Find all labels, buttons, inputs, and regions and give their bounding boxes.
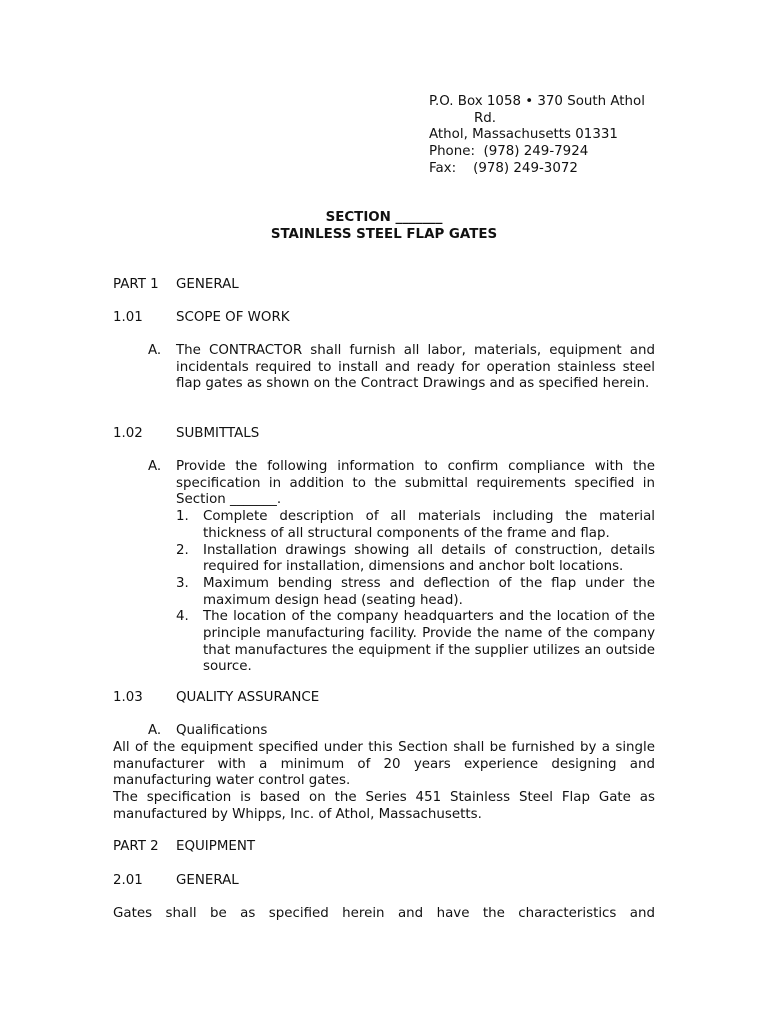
address-line-1: P.O. Box 1058 • 370 South Athol xyxy=(429,94,645,109)
scope-item-a-label: A. xyxy=(148,343,162,358)
submittals-item-a-label: A. xyxy=(148,459,162,474)
quality-item-a-text: Qualifications xyxy=(176,723,268,738)
section-1-01-heading xyxy=(113,310,290,327)
section-title: SECTION _______ xyxy=(325,210,443,225)
submittal-subitem-text: Installation drawings showing all details of construction, details required for installation, dimensions and anchor bolt locations. xyxy=(203,542,655,575)
section-1-03-title: QUALITY ASSURANCE xyxy=(176,690,320,705)
quality-item-a-label: A. xyxy=(148,723,162,738)
submittal-subitem xyxy=(176,543,655,576)
section-1-02-title: SUBMITTALS xyxy=(176,426,260,441)
submittal-subitem-label: 2. xyxy=(176,542,189,558)
address-line-3: Athol, Massachusetts 01331 xyxy=(429,127,618,143)
quality-paragraph-2: The specification is based on the Series 451 Stainless Steel Flap Gate as manufactured by Whipps, Inc. of Athol, Massachusetts. xyxy=(113,790,655,822)
part-1-number: PART 1 xyxy=(113,277,159,292)
part-2-number: PART 2 xyxy=(113,839,159,854)
fax-line: Fax: (978) 249-3072 xyxy=(429,160,578,176)
general-paragraph: Gates shall be as specified herein and have the characteristics and xyxy=(113,906,655,921)
section-1-02-heading xyxy=(113,426,259,443)
section-1-02-number: 1.02 xyxy=(113,426,143,441)
address-line-2: Rd. xyxy=(474,110,497,126)
section-1-03-heading xyxy=(113,690,319,707)
submittal-subitem-text: The location of the company headquarters and the location of the principle manufacturing facility. Provide the name of the company that manufactures the equipment if the supplier utilizes an outside source. xyxy=(203,609,655,675)
part-1-heading xyxy=(113,277,239,294)
section-1-03-number: 1.03 xyxy=(113,690,143,705)
submittal-subitem-text: Complete description of all materials including the material thickness of all structural components of the frame and flap. xyxy=(203,509,655,541)
submittal-subitem xyxy=(176,576,655,609)
section-1-01-number: 1.01 xyxy=(113,310,143,325)
part-1-title: GENERAL xyxy=(176,277,239,292)
submittals-item-a-text: Provide the following information to confirm compliance with the specification in addition to the submittal requirements specified in Section _______. xyxy=(176,459,655,508)
quality-paragraph-1: All of the equipment specified under this Section shall be furnished by a single manufacturer with a minimum of 20 years experience designing and manufacturing water control gates. xyxy=(113,740,655,789)
submittal-subitem xyxy=(176,609,655,676)
quality-item-a xyxy=(148,723,655,740)
section-2-01-number: 2.01 xyxy=(113,873,143,888)
submittals-item-a xyxy=(148,459,655,676)
phone-line: Phone: (978) 249-7924 xyxy=(429,144,589,160)
section-2-01-heading xyxy=(113,873,239,890)
submittal-subitem-text: Maximum bending stress and deflection of the flap under the maximum design head (seating head). xyxy=(203,575,655,608)
section-2-01-title: GENERAL xyxy=(176,873,239,888)
part-2-heading xyxy=(113,839,255,856)
scope-item-a-text: The CONTRACTOR shall furnish all labor, materials, equipment and incidentals required to install and ready for operation stainless steel flap gates as shown on the Contract Drawings and as specified herein. xyxy=(176,343,655,392)
submittal-subitem-label: 3. xyxy=(176,575,189,591)
section-subtitle: STAINLESS STEEL FLAP GATES xyxy=(270,227,498,242)
submittals-item-a-body xyxy=(176,459,655,676)
company-address xyxy=(429,94,669,178)
scope-item-a xyxy=(148,343,655,393)
section-1-01-title: SCOPE OF WORK xyxy=(176,310,290,325)
part-2-title: EQUIPMENT xyxy=(176,839,256,854)
submittal-subitem-label: 4. xyxy=(176,609,189,625)
submittal-subitem xyxy=(176,509,655,542)
submittal-subitem-label: 1. xyxy=(176,509,189,525)
